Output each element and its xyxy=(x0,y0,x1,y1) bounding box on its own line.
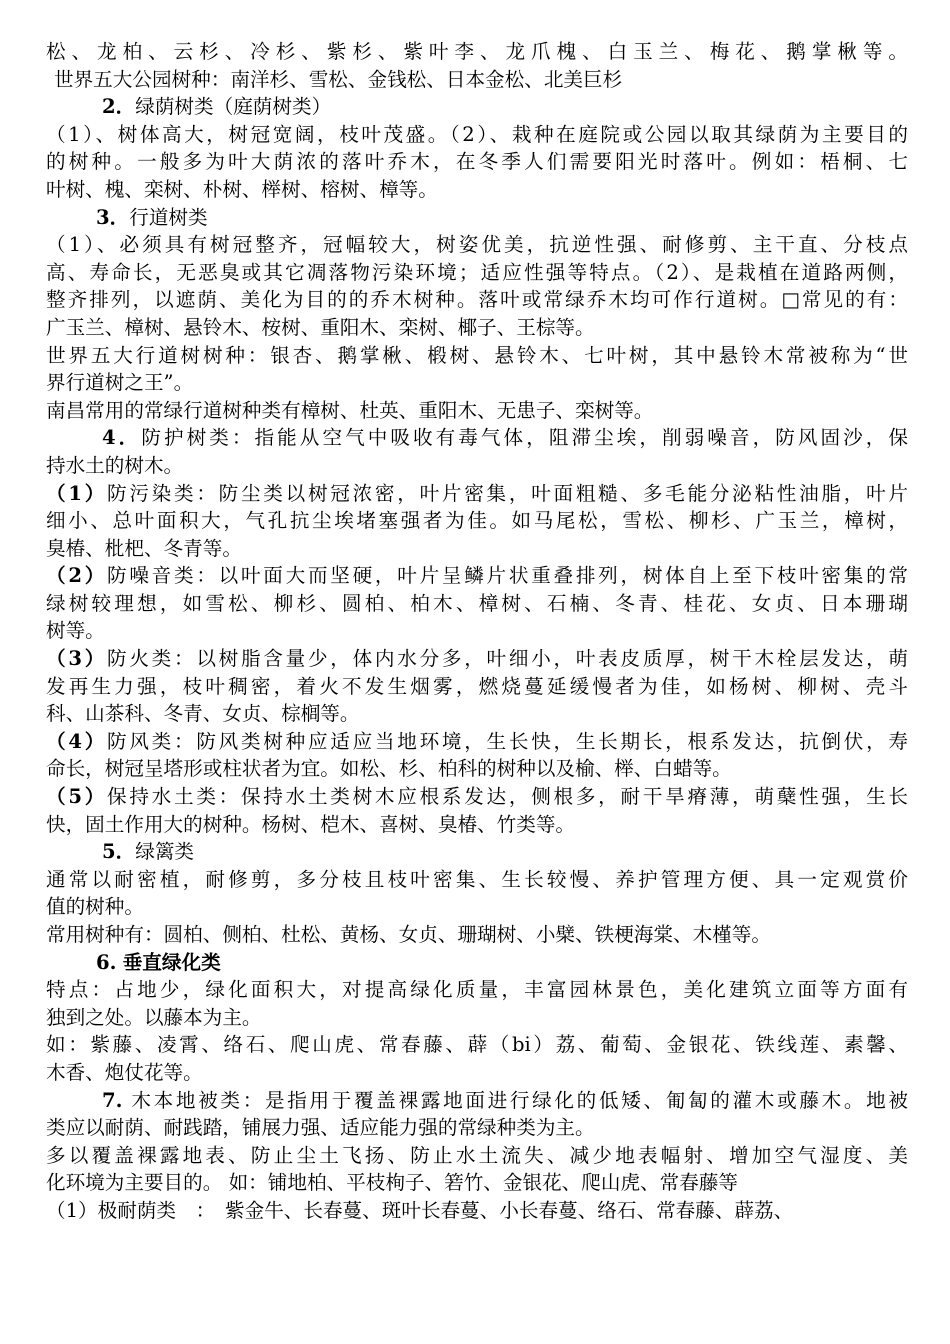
text-line: 臭椿、枇杷、冬青等。 xyxy=(46,536,242,560)
item-number: （2） xyxy=(46,564,108,588)
heading-number: 6. xyxy=(96,950,117,974)
heading-text: 绿篱类 xyxy=(135,840,195,864)
text-line xyxy=(46,783,908,811)
text-line: 化环境为主要目的。 如：铺地柏、平枝栒子、箬竹、金银花、爬山虎、常春藤等 xyxy=(46,1171,739,1195)
text-line: 世界五大公园树种：南洋杉、雪松、金钱松、日本金松、北美巨杉 xyxy=(54,67,623,91)
item-text: 防火类：以树脂含量少，体内水分多，叶细小，叶表皮质厚，树干木栓层发达，萌 xyxy=(107,647,908,671)
item-number: （1） xyxy=(46,1198,98,1222)
text-line: 细小、总叶面积大，气孔抗尘埃堵塞强者为佳。如马尾松，雪松、柳杉、广玉兰，樟树， xyxy=(46,509,908,533)
text-line: 树等。 xyxy=(46,619,105,643)
text-line: 多以覆盖裸露地表、防止尘土飞扬、防止水土流失、减少地表幅射、增加空气湿度、美 xyxy=(46,1143,908,1167)
text-line: 绿树较理想，如雪松、柳杉、圆柏、柏木、樟树、石楠、冬青、桂花、女贞、日本珊瑚 xyxy=(46,591,908,615)
text-line: 的树种。一般多为叶大荫浓的落叶乔木，在冬季人们需要阳光时落叶。例如：梧桐、七 xyxy=(46,150,908,174)
item-number: （3） xyxy=(46,647,108,671)
text-line: 松、龙柏、云杉、冷杉、紫杉、紫叶李、龙爪槐、白玉兰、梅花、鹅掌楸等。 xyxy=(46,40,908,63)
item-text: 防噪音类：以叶面大而坚硬，叶片呈鳞片状重叠排列，树体自上至下枝叶密集的常 xyxy=(107,564,908,588)
item-text: 极耐荫类 ： 紫金牛、长春蔓、斑叶长春蔓、小长春蔓、络石、常春藤、薜荔、 xyxy=(97,1198,794,1222)
text-line: （1）、必须具有树冠整齐，冠幅较大，树姿优美，抗逆性强、耐修剪、主干直、分枝点 xyxy=(46,233,908,257)
section-heading xyxy=(46,1087,908,1115)
section-heading xyxy=(46,838,908,866)
text-line: 常用树种有：圆柏、侧柏、杜松、黄杨、女贞、珊瑚树、小檗、铁梗海棠、木槿等。 xyxy=(46,923,771,946)
section-heading xyxy=(46,949,908,977)
item-text: 防污染类：防尘类以树冠浓密，叶片密集，叶面粗糙、多毛能分泌粘性油脂，叶片 xyxy=(107,481,908,505)
text-line: 叶树、槐、栾树、朴树、榉树、榕树、樟等。 xyxy=(46,177,438,201)
text-line: 类应以耐荫、耐践踏，铺展力强、适应能力强的常绿种类为主。 xyxy=(46,1116,595,1140)
heading-number: 2． xyxy=(102,95,136,119)
text-line: 南昌常用的常绿行道树种类有樟树、杜英、重阳木、无患子、栾树等。 xyxy=(46,398,654,422)
heading-text: 木本地被类：是指用于覆盖裸露地面进行绿化的低矮、匍匐的灌木或藤木。地被 xyxy=(131,1088,908,1112)
text-line: 界行道树之王”。 xyxy=(46,371,194,395)
text-line: 科、山茶科、冬青、女贞、棕榈等。 xyxy=(46,702,360,726)
text-line: 持水土的树木。 xyxy=(46,453,184,477)
text-line: 通常以耐密植，耐修剪，多分枝且枝叶密集、生长较慢、养护管理方便、具一定观赏价 xyxy=(46,867,908,891)
text-line xyxy=(46,645,908,673)
item-text: 防风类：防风类树种应适应当地环境，生长快，生长期长，根系发达，抗倒伏，寿 xyxy=(107,729,908,753)
heading-number: 3． xyxy=(96,205,130,229)
text-line: 值的树种。 xyxy=(46,895,144,919)
heading-text: 绿荫树类（庭荫树类） xyxy=(135,95,332,119)
heading-text: 防护树类：指能从空气中吸收有毒气体，阻滞尘埃，削弱噪音，防风固沙，保 xyxy=(141,426,908,450)
section-heading xyxy=(46,93,908,121)
text-line: 快，固土作用大的树种。杨树、桤木、喜树、臭椿、竹类等。 xyxy=(46,812,576,836)
text-line xyxy=(46,562,908,590)
text-line xyxy=(46,728,908,756)
text-line xyxy=(46,480,908,508)
text-line: 木香、炮仗花等。 xyxy=(46,1060,203,1084)
text-line: 广玉兰、樟树、悬铃木、桉树、重阳木、栾树、椰子、王棕等。 xyxy=(46,315,595,339)
text-line: 命长，树冠呈塔形或柱状者为宜。如松、杉、柏科的树种以及榆、榉、白蜡等。 xyxy=(46,757,732,781)
text-line: 独到之处。以藤本为主。 xyxy=(46,1005,262,1029)
item-number: （5） xyxy=(46,785,108,809)
item-number: （4） xyxy=(46,729,108,753)
heading-text: 垂直绿化类 xyxy=(122,950,221,974)
text-line: 特点：占地少，绿化面积大，对提高绿化质量，丰富园林景色，美化建筑立面等方面有 xyxy=(46,978,908,1002)
text-line: 世界五大行道树树种：银杏、鹅掌楸、椴树、悬铃木、七叶树，其中悬铃木常被称为“世 xyxy=(46,343,908,367)
text-line xyxy=(46,1197,908,1225)
text-line: 如：紫藤、凌霄、络石、爬山虎、常春藤、薜（bi）荔、葡萄、金银花、铁线莲、素馨、 xyxy=(46,1033,908,1057)
text-line: 整齐排列，以遮荫、美化为目的的乔木树种。落叶或常绿乔木均可作行道树。□常见的有： xyxy=(46,288,908,312)
heading-text: 行道树类 xyxy=(129,205,208,229)
section-heading xyxy=(46,204,908,232)
text-line: （1）、树体高大，树冠宽阔，枝叶茂盛。（2）、栽种在庭院或公园以取其绿荫为主要目的 xyxy=(46,122,908,146)
item-text: 保持水土类：保持水土类树木应根系发达，侧根多，耐干旱瘠薄，萌蘖性强，生长 xyxy=(107,785,908,809)
section-heading xyxy=(46,424,908,452)
document-page xyxy=(46,38,908,1225)
heading-number: 4． xyxy=(102,426,142,450)
item-number: （1） xyxy=(46,481,108,505)
heading-number: 5． xyxy=(102,840,136,864)
text-line: 高、寿命长，无恶臭或其它凋落物污染环境；适应性强等特点。（2）、是栽植在道路两侧， xyxy=(46,260,908,284)
text-line: 发再生力强，枝叶稠密，着火不发生烟雾，燃烧蔓延缓慢者为佳，如杨树、柳树、壳斗 xyxy=(46,674,908,698)
heading-number: 7. xyxy=(102,1088,123,1112)
